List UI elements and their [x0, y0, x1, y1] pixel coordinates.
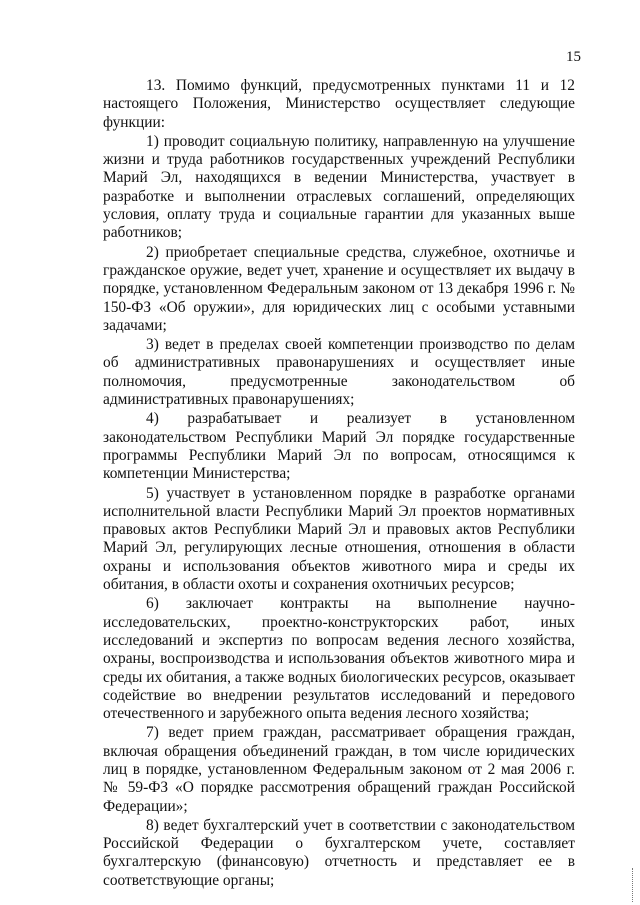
list-item-4: 4) разрабатывает и реализует в установленном законодательством Республики Марий Эл порядке государственные программы Республики Марий Эл по вопросам, относящимся к компетенции Министерства; [103, 410, 575, 483]
document-body [103, 77, 575, 890]
scan-edge-marks [632, 868, 636, 902]
list-item-2: 2) приобретает специальные средства, служебное, охотничье и гражданское оружие, ведет учет, хранение и осуществляет их выдачу в порядке, установленном Федеральным законом от 13 декабря 1996 г. № 150-ФЗ «Об оружии», для юридических лиц с особыми уставными задачами; [103, 243, 575, 334]
list-item-1: 1) проводит социальную политику, направленную на улучшение жизни и труда работников государственных учреждений Республики Марий Эл, находящихся в ведении Министерства, участвует в разработке и выполнении отраслевых соглашений, определяющих условия, оплату труда и социальные гарантии для указанных выше работников; [103, 132, 575, 242]
list-item-3: 3) ведет в пределах своей компетенции производство по делам об административных правонарушениях и осуществляет иные полномочия, предусмотренные законодательством об административных правонарушениях; [103, 336, 575, 409]
paragraph-13-intro: 13. Помимо функций, предусмотренных пунктами 11 и 12 настоящего Положения, Министерство осуществляет следующие функции: [103, 77, 575, 131]
list-item-6: 6) заключает контракты на выполнение научно-исследовательских, проектно-конструкторских работ, иных исследований и экспертиз по вопросам ведения лесного хозяйства, охраны, воспроизводства и использования объектов животного мира и среды их обитания, а также водных биологических ресурсов, оказывает содействие во внедрении результатов исследований и передового отечественного и зарубежного опыта ведения лесного хозяйства; [103, 595, 575, 723]
list-item-8: 8) ведет бухгалтерский учет в соответствии с законодательством Российской Федерации о бухгалтерском учете, составляет бухгалтерскую (финансовую) отчетность и представляет ее в соответствующие органы; [103, 816, 575, 889]
list-item-5: 5) участвует в установленном порядке в разработке органами исполнительной власти Республики Марий Эл проектов нормативных правовых актов Республики Марий Эл и правовых актов Республики Марий Эл, регулирующих лесные отношения, отношения в области охраны и использования объектов животного мира и среды их обитания, в области охоты и сохранения охотничьих ресурсов; [103, 484, 575, 594]
list-item-7: 7) ведет прием граждан, рассматривает обращения граждан, включая обращения объединений граждан, в том числе юридических лиц в порядке, установленном Федеральным законом от 2 мая 2006 г. № 59-ФЗ «О порядке рассмотрения обращений граждан Российской Федерации»; [103, 724, 575, 815]
page-number: 15 [566, 49, 581, 65]
